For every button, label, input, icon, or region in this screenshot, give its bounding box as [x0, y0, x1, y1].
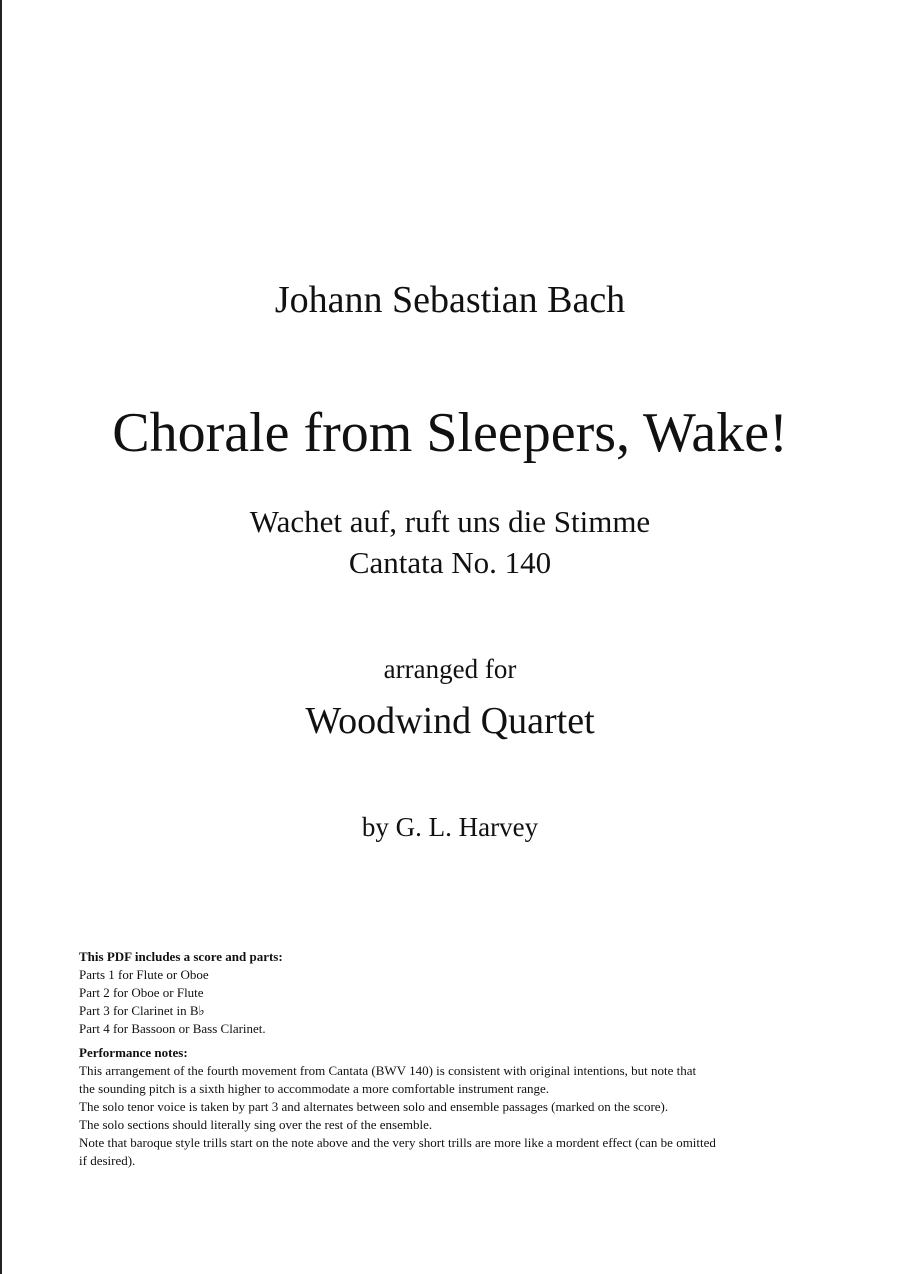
performance-note-line: The solo sections should literally sing over the rest of the ensemble. [79, 1117, 433, 1132]
arranged-for-label: arranged for [383, 654, 517, 684]
performance-note-line: Note that baroque style trills start on the note above and the very short trills are more like a mordent effect (can be omitted [79, 1135, 716, 1150]
composer-name: Johann Sebastian Bach [274, 279, 626, 321]
performance-note-line: The solo tenor voice is taken by part 3 and alternates between solo and ensemble passages (marked on the score). [79, 1099, 669, 1114]
arranger-credit: by G. L. Harvey [361, 812, 539, 842]
notes-block [79, 948, 849, 1170]
cantata-number: Cantata No. 140 [348, 545, 552, 580]
part-item: Parts 1 for Flute or Oboe [79, 967, 209, 982]
performance-note-line: if desired). [79, 1153, 136, 1168]
performance-note-line: This arrangement of the fourth movement from Cantata (BWV 140) is consistent with original intentions, but note that [79, 1063, 697, 1078]
piece-title: Chorale from Sleepers, Wake! [112, 402, 788, 464]
part-item: Part 3 for Clarinet in B♭ [79, 1003, 205, 1018]
performance-note-line: the sounding pitch is a sixth higher to accommodate a more comfortable instrument range. [79, 1081, 550, 1096]
part-item: Part 4 for Bassoon or Bass Clarinet. [79, 1021, 266, 1036]
part-item: Part 2 for Oboe or Flute [79, 985, 204, 1000]
page-edge [0, 0, 2, 1274]
contents-heading: This PDF includes a score and parts: [79, 949, 283, 964]
original-title: Wachet auf, ruft uns die Stimme [249, 504, 651, 539]
performance-notes-heading: Performance notes: [79, 1045, 188, 1060]
ensemble-name: Woodwind Quartet [305, 700, 595, 742]
